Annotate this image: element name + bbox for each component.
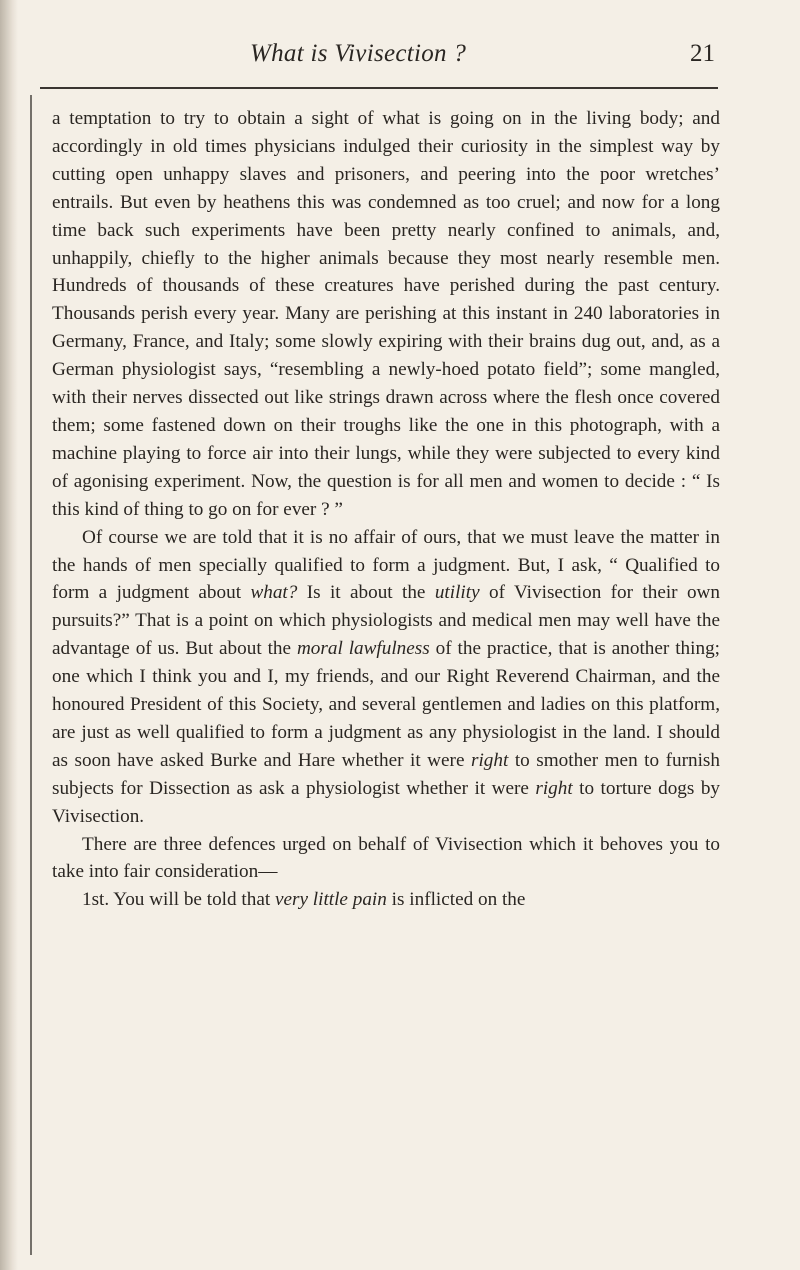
italic-run: very little pain bbox=[274, 889, 387, 911]
italic-run: right bbox=[470, 749, 509, 771]
page-number: 21 bbox=[690, 40, 715, 67]
facing-page-edge bbox=[30, 95, 32, 1255]
binding-gutter bbox=[0, 0, 18, 1270]
running-title: What is Vivisection ? bbox=[250, 40, 467, 67]
text-run: Is it about the bbox=[297, 582, 435, 604]
italic-run: utility bbox=[434, 582, 480, 604]
paragraph bbox=[52, 524, 720, 831]
italic-run: moral lawfulness bbox=[296, 638, 430, 660]
italic-run: what? bbox=[250, 582, 298, 604]
italic-run: right bbox=[535, 777, 573, 799]
text-run: is inflicted on the bbox=[386, 889, 526, 911]
text-run: of Vivisection for their own pursuits?” That is a point on which physiologists and medical men may well have the advantage of us. But about the bbox=[52, 582, 720, 660]
text-run: a temptation to try to obtain a sight of what is going on in the living body; and accordingly in old times physicians indulged their curiosity in the simplest way by cutting open unhappy slaves and prisoners, and peering into the poor wretches’ entrails. But even by heathens this was condemned as too cruel; and now for a long time back such experiments have been pretty nearly confined to animals, and, unhappily, chiefly to the higher animals because they most nearly resemble men. Hundreds of thousands of these creatures have perished during the past century. Thousands perish every year. Many are perishing at this instant in 240 laboratories in Germany, France, and Italy; some slowly expiring with their brains dug out, and, as a German physiologist says, “resembling a newly-hoed potato field”; some mangled, with their nerves dissected out like strings drawn across where the flesh once covered them; some fastened down on their troughs like the one in this photograph, with a machine playing to force air into their lungs, while they were subjected to every kind of agonising experiment. Now, the question is for all men and women to decide : “ Is this kind of thing to go on for ever ? ” bbox=[52, 108, 720, 520]
body-text bbox=[52, 105, 720, 914]
text-run: of the practice, that is another thing; one which I think you and I, my friends, and our Right Reverend Chairman, and the honoured President of this Society, and several gentlemen and ladies on this platform, are just as well qualified to form a judgment as any physiologist in the land. I should as soon have asked Burke and Hare whether it were bbox=[52, 638, 720, 771]
page-header bbox=[250, 40, 715, 80]
text-run: Of course we are told that it is no affair of ours, that we must leave the matter in the hands of men specially qualified to form a judgment. But, I ask, “ Qualified to form a judgment about bbox=[52, 526, 720, 604]
header-rule bbox=[40, 87, 718, 89]
text-run: to torture dogs by Vivisection. bbox=[52, 777, 721, 827]
paragraph bbox=[52, 105, 720, 524]
text-run: to smother men to furnish subjects for Dissection as ask a physiologist whether it were bbox=[52, 749, 720, 799]
paragraph bbox=[52, 831, 720, 887]
text-run: 1st. You will be told that bbox=[82, 889, 275, 911]
paragraph bbox=[52, 886, 720, 914]
text-run: There are three defences urged on behalf of Vivisection which it behoves you to take into fair consideration— bbox=[52, 833, 720, 883]
